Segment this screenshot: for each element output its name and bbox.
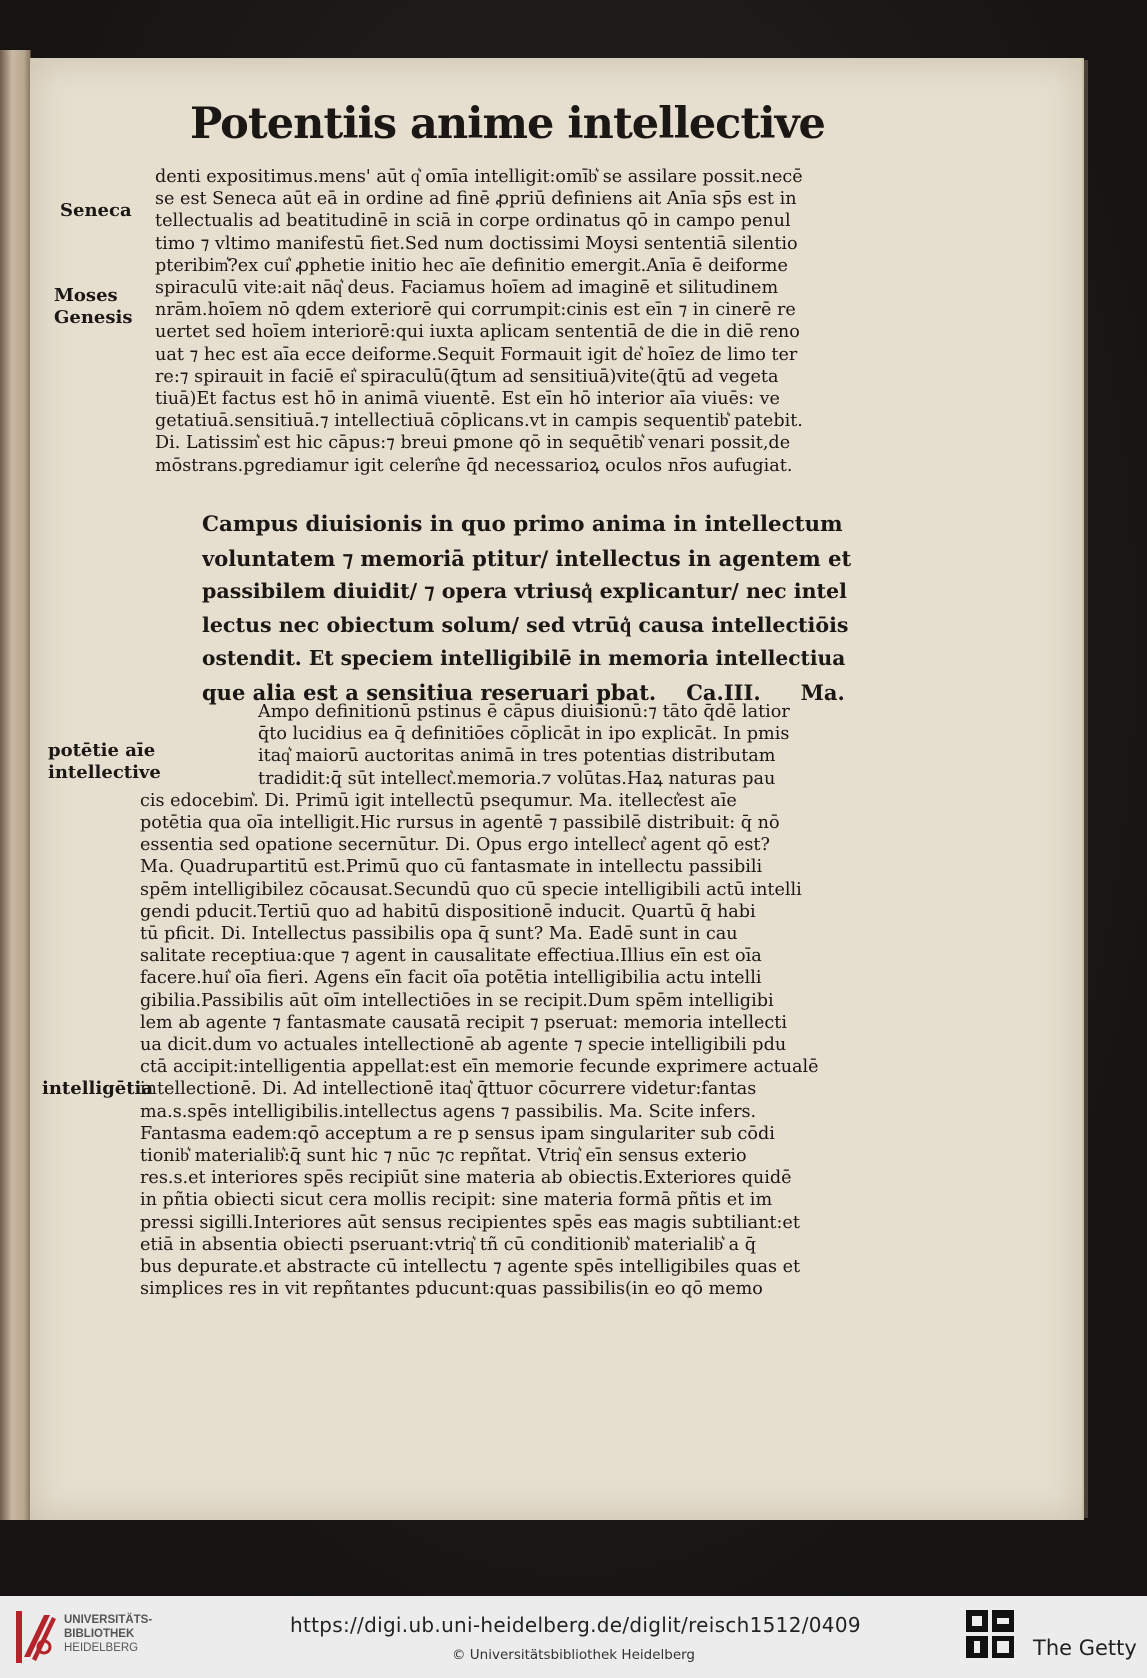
university-library-name[interactable] — [64, 1613, 152, 1655]
paragraph-1-line: nrām.hoīem nō qdem exteriorē qui corrumpit:cinis est eīn ⁊ in cinerē re — [155, 300, 796, 321]
margin-note-potentie-line-2: intellective — [48, 762, 161, 783]
paragraph-1-line: uertet sed hoīem interiorē:qui iuxta aplicam sententiā de die in diē reno — [155, 322, 800, 343]
paragraph-2-line: pressi sigilli.Interiores aūt sensus recipientes spēs eas magis subtiliant:et — [140, 1212, 800, 1233]
paragraph-1-line: Di. Latissim͛ est hic cāpus:⁊ breui ꝑmone qō in sequētib͛ venari possit,de — [155, 433, 791, 454]
paragraph-2-line: cis edocebim͛. Di. Primū igit intellectū psequmur. Ma. itellect͛est aīe — [140, 790, 737, 811]
heading-line: Campus diuisionis in quo primo anima in intellectum — [202, 512, 843, 537]
paragraph-1-line: re:⁊ spirauit in faciē ei͛ spiraculū(q̄tum ad sensitiuā)vite(q̄tū ad vegeta — [155, 366, 779, 387]
paragraph-1-line: mōstrans.pgrediamur igit celeri͛ne q̄d necessarioꝝ oculos nr̄os aufugiat. — [155, 455, 793, 476]
paragraph-2-line: facere.hui͛ oīa fieri. Agens eīn facit oīa potētia intelligibilia actu intelli — [140, 968, 762, 989]
margin-note-potentie-line-1: potētie aīe — [48, 740, 156, 761]
paragraph-2-line: Ma. Quadrupartitū est.Primū quo cū fantasmate in intellectu passibili — [140, 857, 763, 878]
paragraph-2-line: ctā accipit:intelligentia appellat:est eīn memorie fecunde exprimere actualē — [140, 1057, 819, 1078]
paragraph-2-line: etiā in absentia obiecti pseruant:vtriq͛ tñ cū conditionib͛ materialib͛ a q̄ — [140, 1234, 757, 1255]
paragraph-1-line: pteribim͛?ex cui͛ ꝓphetie initio hec aīe definitio emergit.Anīa ē deiforme — [155, 255, 788, 276]
paragraph-2-line: intellectionē. Di. Ad intellectionē itaq͛ q̄ttuor cōcurrere videtur:fantas — [140, 1079, 757, 1100]
permalink-url[interactable]: https://digi.ub.uni-heidelberg.de/diglit/reisch1512/0409 — [290, 1613, 861, 1637]
heading-line: lectus nec obiectum solum/ sed vtrūq͛ causa intellectiōis — [202, 612, 849, 637]
paragraph-2-indented-line: itaq͛ maiorū auctoritas animā in tres potentias distributam — [258, 746, 776, 767]
copyright-notice: © Universitätsbibliothek Heidelberg — [452, 1647, 696, 1663]
chapter-number: Ca.III. — [686, 679, 761, 705]
library-name-line-3: HEIDELBERG — [64, 1642, 139, 1654]
paragraph-1-line: timo ⁊ vltimo manifestū fiet.Sed num doctissimi Moysi sententiā silentio — [155, 233, 798, 254]
paragraph-2-line: spēm intelligibilez cōcausat.Secundū quo cū specie intelligibili actū intelli — [140, 879, 802, 900]
paragraph-2-line: in pñtia obiecti sicut cera mollis recipit: sine materia formā pñtis et im — [140, 1190, 773, 1211]
speaker-label: Ma. — [800, 679, 845, 705]
heading-line: ostendit. Et speciem intelligibilē in memoria intellectiua — [202, 646, 846, 670]
paragraph-2-indented-line: q̄to lucidius ea q̄ definitiōes cōplicāt in ipo explicāt. In pmis — [258, 724, 790, 745]
paragraph-2 — [140, 701, 855, 1300]
paragraph-2-line: ma.s.spēs intelligibilis.intellectus agens ⁊ passibilis. Ma. Scite infers. — [140, 1101, 757, 1122]
paragraph-2-line: lem ab agente ⁊ fantasmate causatā recipit ⁊ pseruat: memoria intellecti — [140, 1012, 787, 1033]
paragraph-2-line: salitate receptiua:que ⁊ agent in causalitate effectiua.Illius eīn est oīa — [140, 946, 762, 967]
left-page-edge — [0, 50, 31, 1520]
paragraph-2-line: ua dicit.dum vo actuales intellectionē ab agente ⁊ specie intelligibili pdu — [140, 1035, 787, 1056]
heading-line: passibilem diuidit/ ⁊ opera vtriusq͛ explicantur/ nec intel — [202, 579, 847, 603]
paragraph-2-line: tionib͛ materialib͛:q̄ sunt hic ⁊ nūc ⁊c repñtat. Vtriq͛ eīn sensus exterio — [140, 1146, 747, 1167]
paragraph-2-line: bus depurate.et abstracte cū intellectu ⁊ agente spēs intelligibiles quas et — [140, 1257, 801, 1278]
paragraph-2-line: gibilia.Passibilis aūt oīm intellectiōes in se recipit.Dum spēm intelligibi — [140, 990, 774, 1011]
page-shadow — [1082, 60, 1088, 1518]
paragraph-2-line: res.s.et interiores spēs recipiūt sine materia ab obiectis.Exteriores quidē — [140, 1168, 792, 1189]
university-logo-icon[interactable] — [14, 1607, 58, 1667]
library-name-line-2: BIBLIOTHEK — [64, 1628, 135, 1640]
getty-partner-name[interactable]: The Getty — [1033, 1636, 1137, 1660]
paragraph-2-line: potētia qua oīa intelligit.Hic rursus in agentē ⁊ passibilē distribuit: q̄ nō — [140, 813, 780, 834]
getty-logo-icon[interactable] — [966, 1610, 1014, 1660]
paragraph-1-line: tiuā)Et factus est hō in animā viuentē. Est eīn hō interior aīa viuēs: ve — [155, 389, 780, 410]
paragraph-2-indented-line: Ampo definitionū pstinus ē cāpus diuisionū:⁊ tāto q̄dē latior — [258, 702, 790, 722]
paragraph-1-line: se est Seneca aūt eā in ordine ad finē ꝓpriū definiens ait Anīa sp̄s est in — [155, 189, 797, 210]
margin-note-moses — [54, 285, 132, 329]
paragraph-2-line: simplices res in vit repñtantes pducunt:quas passibilis(in eo qō memo — [140, 1279, 763, 1300]
paragraph-1 — [155, 166, 855, 477]
paragraph-2-line: gendi pducit.Tertiū quo ad habitū dispositionē inducit. Quartū q̄ habi — [140, 901, 756, 922]
page-title: Potentiis anime intellective — [190, 99, 825, 149]
library-name-line-1: UNIVERSITÄTS- — [64, 1614, 153, 1626]
margin-note-moses-line: Moses — [54, 285, 118, 306]
paragraph-2-line: Fantasma eadem:qō acceptum a re p sensus ipam singulariter sub cōdi — [140, 1123, 775, 1144]
margin-note-seneca: Seneca — [60, 200, 132, 221]
paragraph-1-line: spiraculū vite:ait nāq͛ deus. Faciamus hoīem ad imaginē et silitudinem — [155, 278, 779, 299]
paragraph-1-line: denti expositimus.mens' aūt q͛ omīa intelligit:omīb͛ se assilare possit.necē — [155, 167, 803, 187]
margin-note-genesis-line: Genesis — [54, 307, 133, 328]
paragraph-2-line: essentia sed opatione secernūtur. Di. Opus ergo intellect͛ agent qō est? — [140, 835, 770, 856]
heading-line: voluntatem ⁊ memoriā ptitur/ intellectus in agentem et — [202, 545, 852, 571]
paragraph-1-line: tellectualis ad beatitudinē in sciā in corpe ordinatus qō in campo penul — [155, 211, 791, 232]
paragraph-2-line: tū pficit. Di. Intellectus passibilis opa q̄ sunt? Ma. Eadē sunt in cau — [140, 924, 738, 945]
paragraph-1-line: uat ⁊ hec est aīa ecce deiforme.Sequit Formauit igit de͛ hoīez de limo ter — [155, 344, 798, 365]
chapter-heading — [202, 508, 852, 709]
heading-line: que alia est a sensitiua reseruari pbat. — [202, 679, 657, 705]
margin-note-intelligentia: intelligētia — [42, 1078, 154, 1099]
paragraph-1-line: getatiuā.sensitiuā.⁊ intellectiuā cōplicans.vt in campis sequentib͛ patebit. — [155, 411, 803, 432]
paragraph-2-indented-line: tradidit:q̄ sūt intellect͛.memoria.⁊ volūtas.Haꝝ naturas pau — [258, 768, 776, 789]
